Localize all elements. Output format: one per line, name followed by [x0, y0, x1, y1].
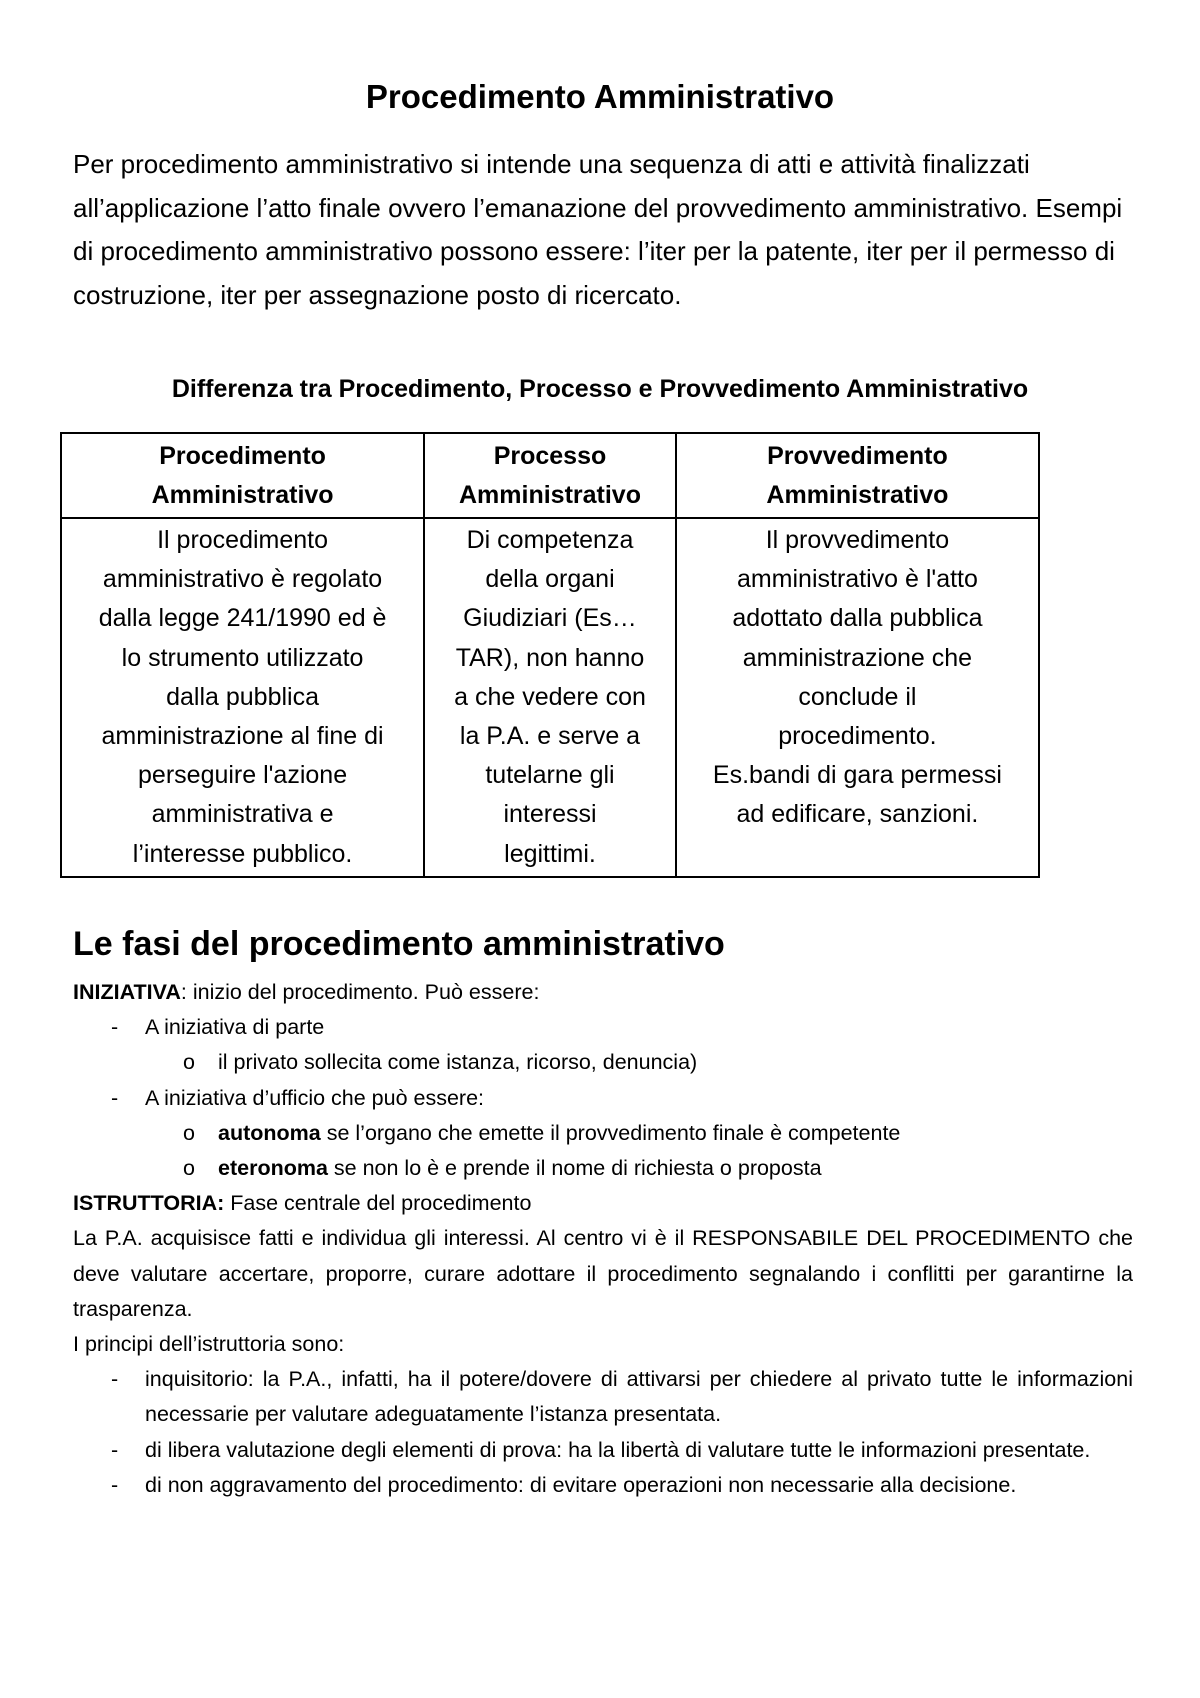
table-header-row — [61, 433, 1039, 518]
istruttoria-paragraph: La P.A. acquisisce fatti e individua gli interessi. Al centro vi è il RESPONSABILE DEL PROCEDIMENTO che deve valutare accertare, proporre, curare adottare il procedimento segnalando i conflitti per garantirne la trasparenza. — [73, 1226, 1133, 1321]
istruttoria-text: Fase centrale del procedimento — [224, 1191, 532, 1216]
iniziativa-label: INIZIATIVA — [73, 980, 181, 1004]
header-processo: Processo Amministrativo — [424, 433, 676, 518]
sub-list-item-text: se l’organo che emette il provvedimento finale è competente — [320, 1120, 901, 1145]
circle-bullet-icon: o — [183, 1120, 195, 1145]
list-item — [73, 1081, 1133, 1116]
cell-provvedimento: Il provvedimento amministrativo è l'atto adottato dalla pubblica amministrazione che conclude il procedimento. Es.bandi di gara permessi ad edificare, sanzioni. — [676, 518, 1039, 877]
list-item-text: di libera valutazione degli elementi di prova: ha la libertà di valutare tutte le informazioni presentate. — [145, 1437, 1091, 1462]
circle-bullet-icon: o — [183, 1050, 195, 1075]
cell-processo: Di competenza della organi Giudiziari (Es… TAR), non hanno a che vedere con la P.A. e serve a tutelarne gli interessi legittimi. — [424, 518, 676, 877]
dash-marker: - — [111, 1472, 119, 1497]
sub-list-item-bold: autonoma — [218, 1120, 321, 1145]
sub-list-item-text: il privato sollecita come istanza, ricorso, denuncia) — [218, 1050, 698, 1075]
sub-list-item — [73, 1151, 1133, 1186]
principi-intro: I principi dell’istruttoria sono: — [73, 1332, 345, 1357]
intro-paragraph: Per procedimento amministrativo si intende una sequenza di atti e attività finalizzati all’applicazione l’atto finale ovvero l’emanazione del provvedimento amministrativo. Esempi di procedimento amministrativo possono essere: l’iter per la patente, iter per il permesso di costruzione, iter per assegnazione posto di ricercato. — [73, 149, 1123, 310]
comparison-table — [60, 432, 1040, 878]
section-body — [73, 975, 1133, 1503]
table-row — [61, 518, 1039, 877]
circle-bullet-icon: o — [183, 1156, 195, 1181]
list-item — [73, 1433, 1133, 1468]
list-item-text: A iniziativa d’ufficio che può essere: — [145, 1085, 485, 1110]
sub-list-item-bold: eteronoma — [218, 1156, 328, 1181]
iniziativa-text: : inizio del procedimento. Può essere: — [180, 980, 540, 1004]
dash-marker: - — [111, 1085, 119, 1110]
list-item-text: inquisitorio: la P.A., infatti, ha il potere/dovere di attivarsi per chiedere al privato tutte le informazioni necessarie per valutare adeguatamente l’istanza presentata. — [145, 1367, 1133, 1427]
list-item — [73, 1468, 1133, 1503]
sub-list-item-text: se non lo è e prende il nome di richiesta o proposta — [327, 1156, 822, 1181]
header-procedimento: Procedimento Amministrativo — [61, 433, 424, 518]
dash-marker: - — [111, 1015, 119, 1040]
page-title: Procedimento Amministrativo — [365, 78, 835, 115]
iniziativa-line — [73, 975, 1133, 1010]
list-item — [73, 1010, 1133, 1045]
section-heading: Le fasi del procedimento amministrativo — [73, 925, 725, 963]
list-item — [73, 1362, 1133, 1432]
list-item-text: di non aggravamento del procedimento: di evitare operazioni non necessarie alla decisione. — [145, 1472, 1017, 1497]
header-provvedimento: Provvedimento Amministrativo — [676, 433, 1039, 518]
istruttoria-label: ISTRUTTORIA: — [73, 1191, 225, 1216]
dash-marker: - — [111, 1367, 119, 1392]
dash-marker: - — [111, 1437, 119, 1462]
sub-list-item — [73, 1045, 1133, 1080]
cell-procedimento: Il procedimento amministrativo è regolato dalla legge 241/1990 ed è lo strumento utilizzato dalla pubblica amministrazione al fine di perseguire l'azione amministrativa e l’interesse pubblico. — [61, 518, 424, 877]
istruttoria-line — [73, 1186, 1133, 1221]
list-item-text: A iniziativa di parte — [145, 1015, 325, 1040]
table-title: Differenza tra Procedimento, Processo e Provvedimento Amministrativo — [171, 375, 1029, 403]
sub-list-item — [73, 1116, 1133, 1151]
